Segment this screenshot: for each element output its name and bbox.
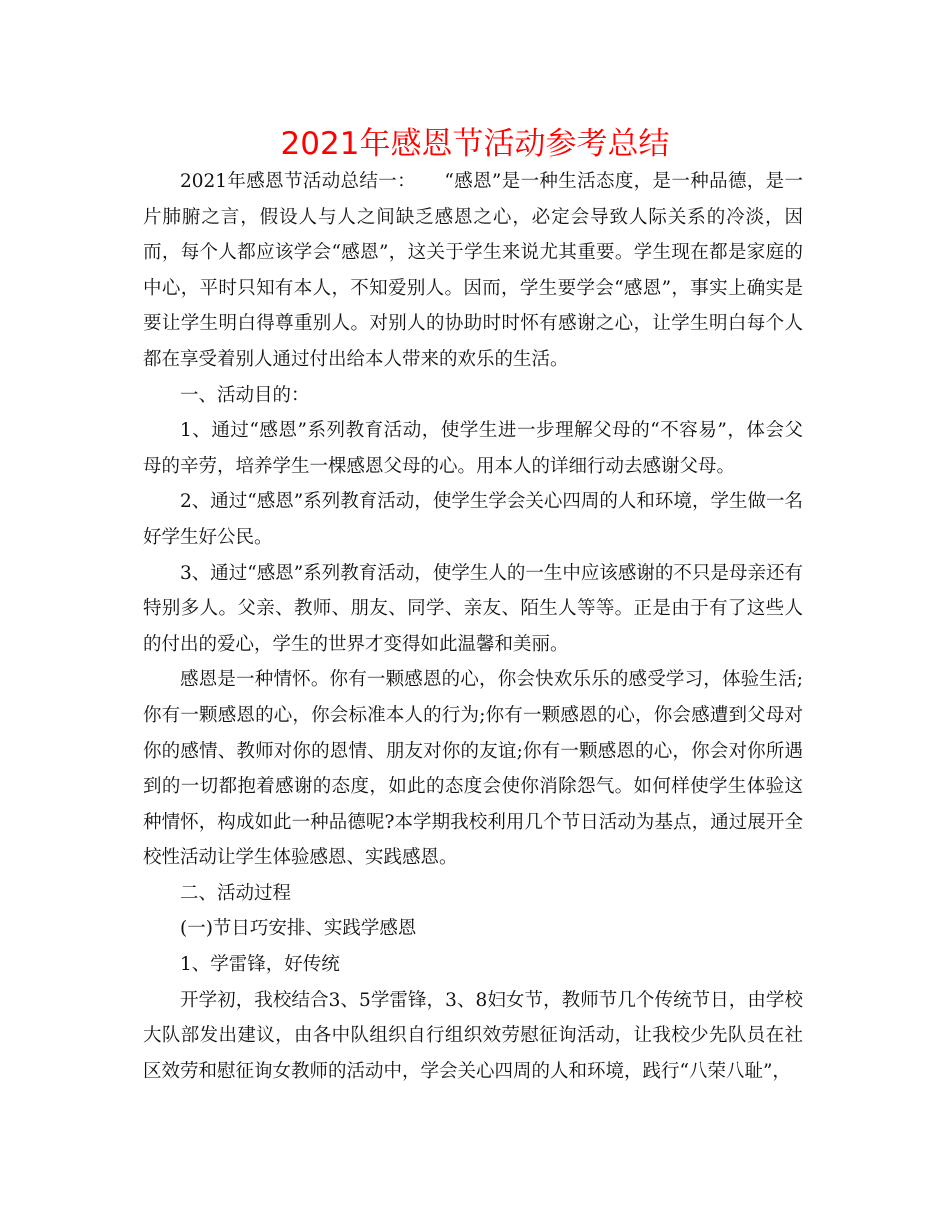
paragraph-gratitude: 感恩是一种情怀。你有一颗感恩的心，你会快欢乐乐的感受学习，体验生活;你有一颗感恩的心，你会标准本人的行为;你有一颗感恩的心，你会感遭到父母对你的感情、教师对你的恩情、朋友对你的友谊;你有一颗感恩的心，你会对你所遇到的一切都抱着感谢的态度，如此的态度会使你消除怨气。如何样使学生体验这种情怀，构成如此一种品德呢?本学期我校利用几个节日活动为基点，通过展开全校性活动让学生体验感恩、实践感恩。 — [143, 669, 803, 869]
paragraph-intro: 2021年感恩节活动总结一： “感恩”是一种生活态度，是一种品德，是一片肺腑之言，假设人与人之间缺乏感恩之心，必定会导致人际关系的冷淡，因而，每个人都应该学会“感恩”，这关于学生来说尤其重要。学生现在都是家庭的中心，平时只知有本人，不知爱别人。因而，学生要学会“感恩”，事实上确实是要让学生明白得尊重别人。对别人的协助时时怀有感谢之心，让学生明白每个人都在享受着别人通过付出给本人带来的欢乐的生活。 — [143, 171, 803, 370]
heading-activity-purpose: 一、活动目的： — [180, 384, 310, 406]
document-body — [143, 164, 803, 1089]
paragraph-semester-start: 开学初，我校结合3、5学雷锋，3、8妇女节，教师节几个传统节日，由学校大队部发出建议，由各中队组织自行组织效劳慰征询活动，让我校少先队员在社区效劳和慰征询女教师的活动中，学会关心四周的人和环境，践行“八荣八耻”， — [143, 989, 803, 1082]
heading-activity-process: 二、活动过程 — [180, 882, 292, 904]
document-title: 2021年感恩节活动参考总结 — [280, 126, 670, 162]
paragraph-purpose-1: 1、通过“感恩”系列教育活动，使学生进一步理解父母的“不容易”，体会父母的辛劳，培养学生一棵感恩父母的心。用本人的详细行动去感谢父母。 — [143, 420, 803, 477]
heading-learn-leifeng: 1、学雷锋，好传统 — [180, 954, 340, 976]
paragraph-purpose-3: 3、通过“感恩”系列教育活动，使学生人的一生中应该感谢的不只是母亲还有特别多人。父亲、教师、朋友、同学、亲友、陌生人等等。正是由于有了这些人的付出的爱心，学生的世界才变得如此温馨和美丽。 — [143, 562, 803, 655]
paragraph-purpose-2: 2、通过“感恩”系列教育活动，使学生学会关心四周的人和环境，学生做一名好学生好公民。 — [143, 491, 803, 548]
heading-holiday-arrangement: (一)节日巧安排、实践学感恩 — [180, 918, 417, 940]
